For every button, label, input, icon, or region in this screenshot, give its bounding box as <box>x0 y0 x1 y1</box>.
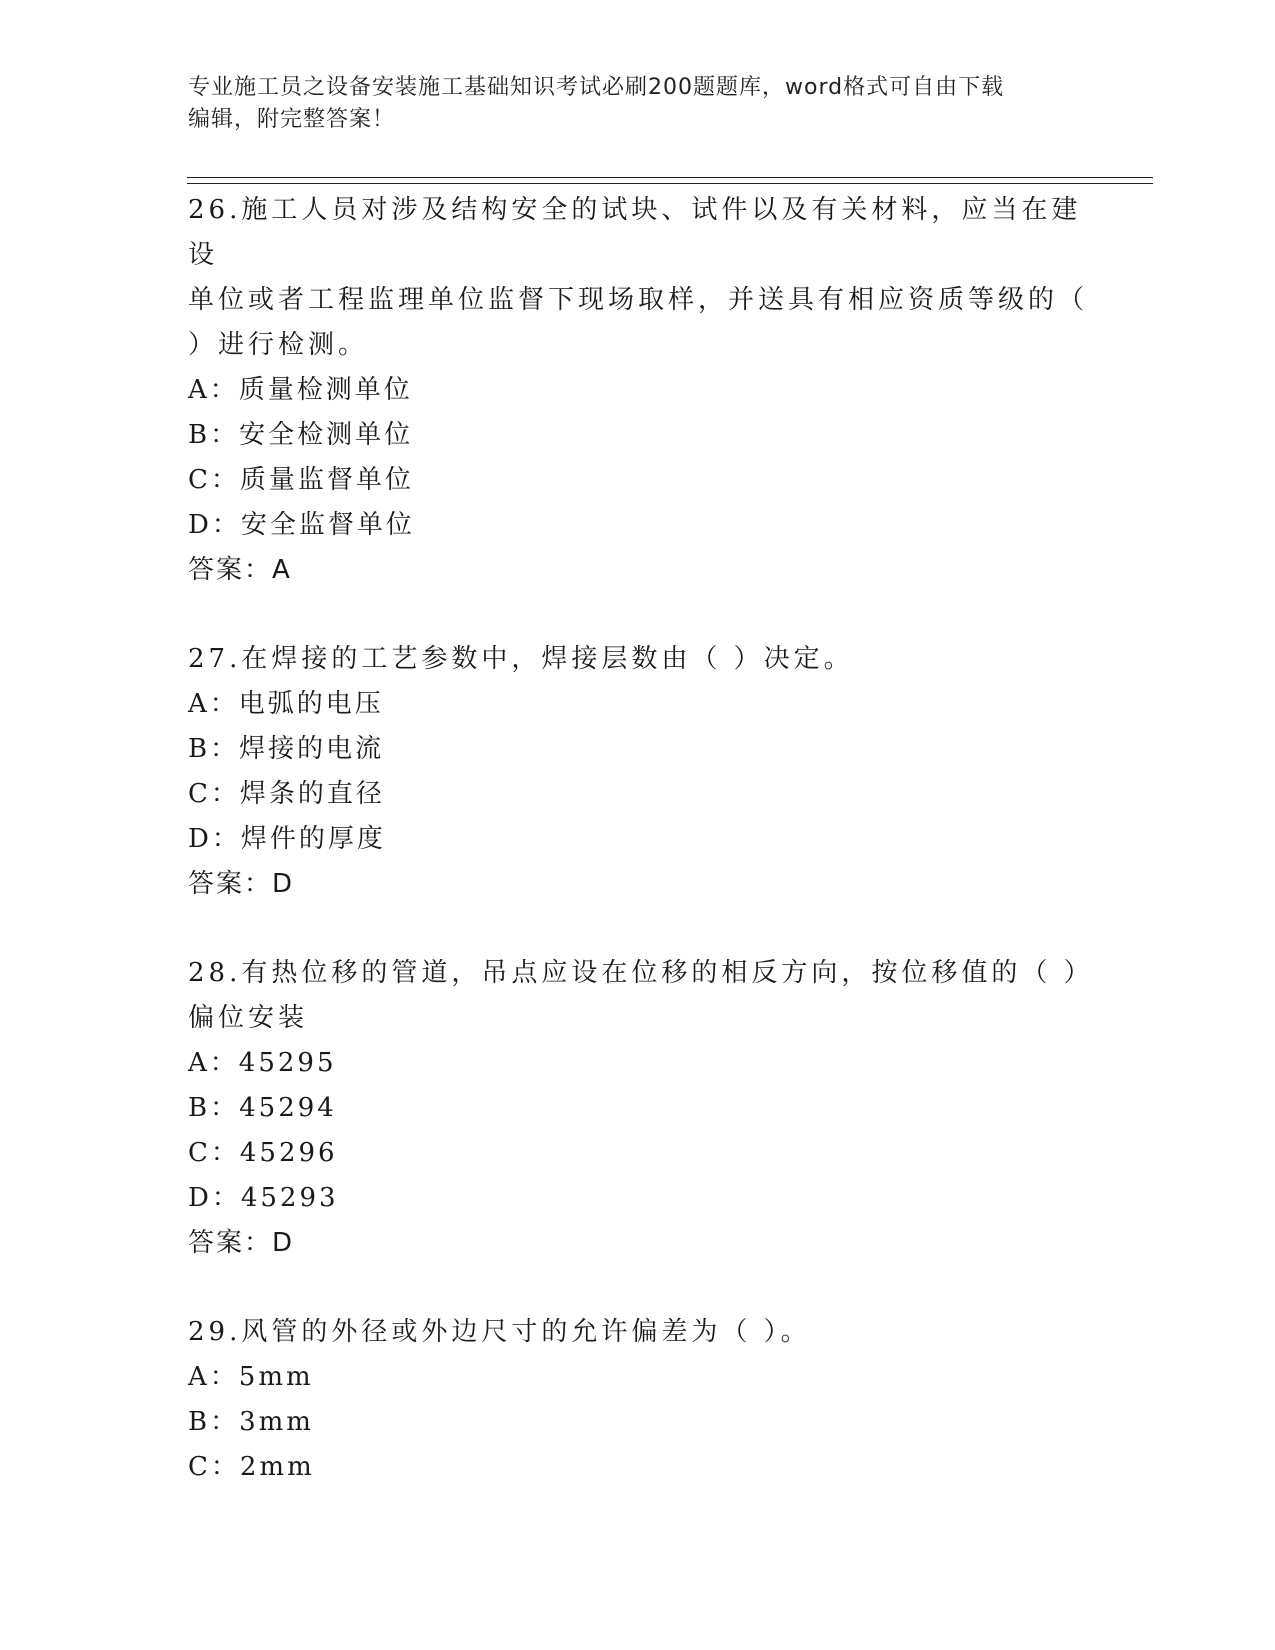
question-29 <box>188 1310 1088 1490</box>
question-list <box>188 188 1094 1490</box>
question-stem-line: 偏位安装 <box>188 1003 309 1033</box>
option-c: C：45296 <box>188 1138 338 1168</box>
question-stem-line: ）进行检测。 <box>188 330 369 360</box>
option-b: B：45294 <box>188 1093 337 1123</box>
answer-line: 答案：D <box>188 1228 295 1258</box>
header-line-1: 专业施工员之设备安装施工基础知识考试必刷200题题库，word格式可自由下载 <box>188 75 1005 100</box>
header-line-2: 编辑，附完整答案！ <box>188 107 396 132</box>
option-a: A：电弧的电压 <box>188 689 384 719</box>
option-d: D：焊件的厚度 <box>188 824 386 854</box>
question-stem-line: 29.风管的外径或外边尺寸的允许偏差为（ ）。 <box>188 1317 811 1347</box>
question-27 <box>188 637 1088 907</box>
question-stem-line: 27.在焊接的工艺参数中，焊接层数由（ ）决定。 <box>188 644 854 674</box>
question-28 <box>188 951 1094 1266</box>
option-c: C：质量监督单位 <box>188 465 414 495</box>
answer-line: 答案：D <box>188 869 295 899</box>
option-a: A：45295 <box>188 1048 337 1078</box>
option-a: A：质量检测单位 <box>188 375 413 405</box>
option-c: C：焊条的直径 <box>188 779 385 809</box>
document-header <box>188 72 1088 136</box>
question-stem-line: 26.施工人员对涉及结构安全的试块、试件以及有关材料，应当在建设 <box>188 195 1082 270</box>
option-a: A：5mm <box>188 1362 314 1392</box>
option-d: D：45293 <box>188 1183 339 1213</box>
option-b: B：安全检测单位 <box>188 420 414 450</box>
answer-line: 答案：A <box>188 555 292 585</box>
question-26 <box>188 188 1088 593</box>
header-divider-bottom <box>187 183 1153 184</box>
option-d: D：安全监督单位 <box>188 510 415 540</box>
question-stem-line: 28.有热位移的管道，吊点应设在位移的相反方向，按位移值的（ ） <box>188 958 1094 988</box>
header-divider-top <box>187 177 1153 178</box>
option-b: B：3mm <box>188 1407 314 1437</box>
option-b: B：焊接的电流 <box>188 734 385 764</box>
question-stem-line: 单位或者工程监理单位监督下现场取样，并送具有相应资质等级的（ <box>188 285 1089 315</box>
option-c: C：2mm <box>188 1452 315 1482</box>
